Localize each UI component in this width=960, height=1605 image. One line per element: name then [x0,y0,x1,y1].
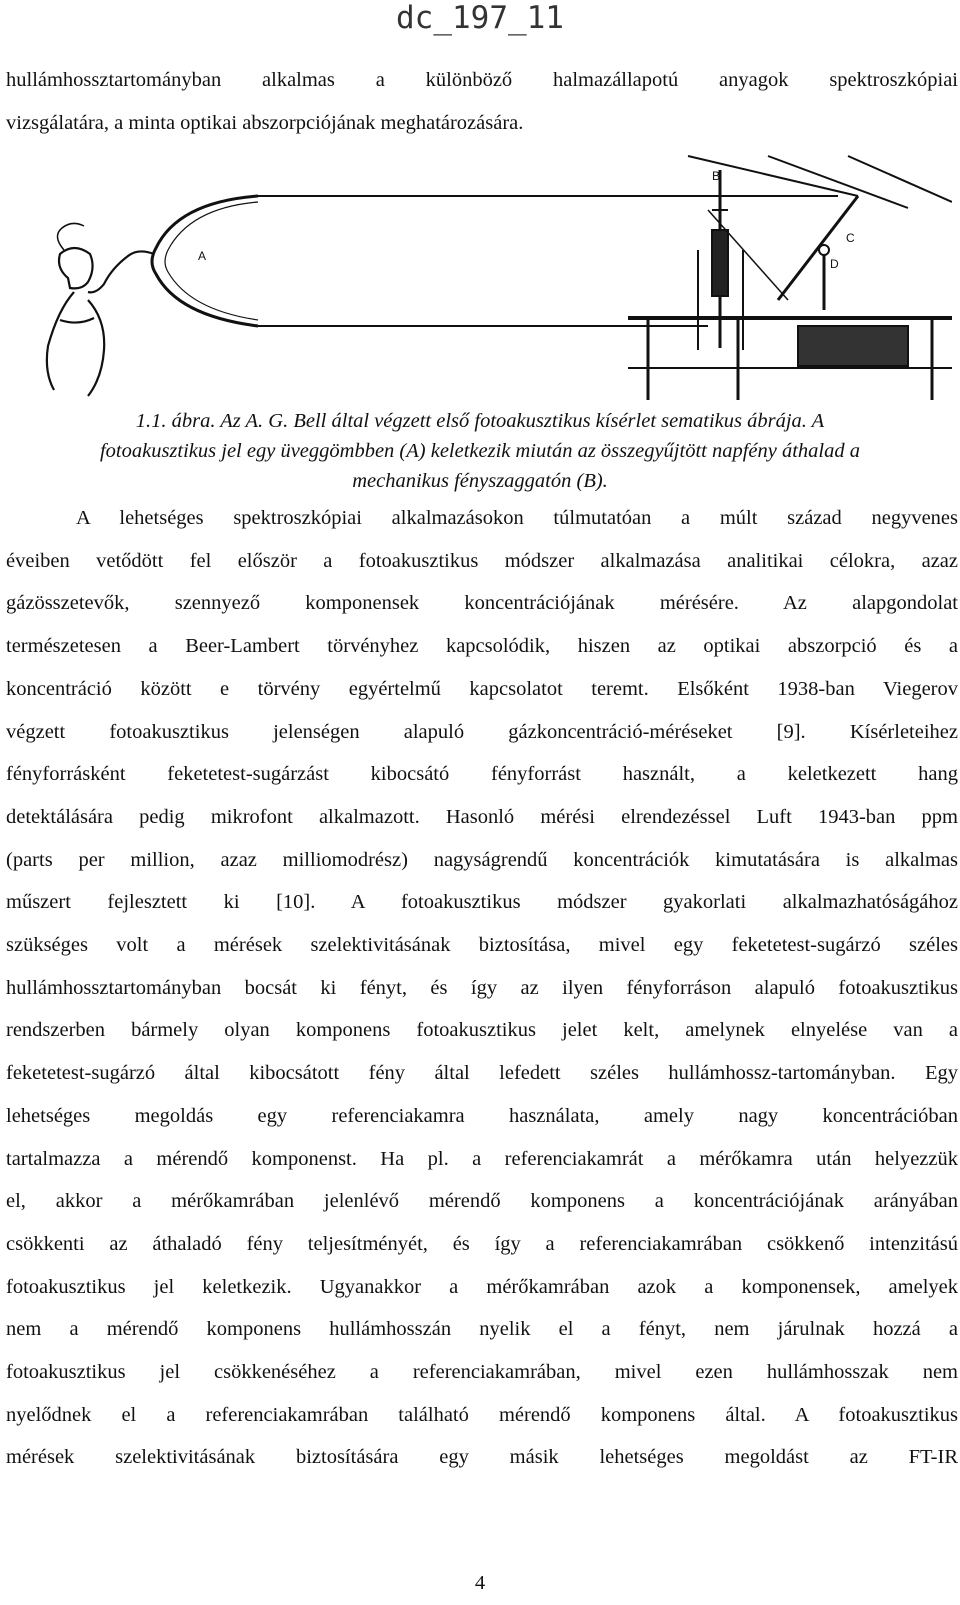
text-line: rendszerben bármely olyan komponens fotoakusztikus jelet kelt, amelynek elnyelése van a [6,1019,958,1042]
label-c: C [846,231,855,245]
text-line: csökkenti az áthaladó fény teljesítményét, és így a referenciakamrában csökkenő intenzitású [6,1232,958,1255]
text-line: el, akkor a mérőkamrában jelenlévő mérendő komponens a koncentrációjának arányában [6,1190,958,1213]
hearing-tube [88,251,154,292]
caption-line: mechanikus fényszaggatón (B). [352,470,608,492]
text-line: végzett fotoakusztikus jelenségen alapuló gázkoncentráció-méréseket [9]. Kísérleteihez [6,720,958,743]
text-line: nem a mérendő komponens hullámhosszán nyelik el a fényt, nem járulnak hozzá a [6,1318,958,1341]
mirror-ray-2 [768,156,908,208]
text-line: vizsgálatára, a minta optikai abszorpciójának meghatározására. [6,112,524,134]
intro-paragraph [6,59,958,145]
mirror-ray-3 [848,156,952,202]
page-number: 4 [474,1572,486,1594]
text-line: szükséges volt a mérések szelektivitásának biztosítása, mivel egy feketetest-sugárzó széles [6,934,958,957]
text-line: fotoakusztikus jel csökkenéséhez a referenciakamrában, mivel ezen hullámhosszak nem [6,1361,958,1384]
battery-box [798,326,908,366]
text-line: lehetséges megoldás egy referenciakamra használata, amely nagy koncentrációban [6,1104,958,1127]
text-line: tartalmazza a mérendő komponenst. Ha pl. a referenciakamrát a mérőkamra után helyezzük [6,1147,958,1170]
caption-line: fotoakusztikus jel egy üveggömbben (A) keletkezik miután az összegyűjtött napfény áthalad a [99,440,861,462]
bell-photophone-figure [8,150,952,400]
text-line: nyelődnek el a referenciakamrában található mérendő komponens által. A fotoakusztikus [6,1403,958,1426]
text-line: A lehetséges spektroszkópiai alkalmazásokon túlmutatóan a múlt század negyvenes [76,507,958,529]
text-line: hullámhossztartományban bocsát ki fényt, és így az ilyen fényforráson alapuló fotoakusztikus [6,976,958,999]
text-line: természetesen a Beer-Lambert törvényhez kapcsolódik, hiszen az optikai abszorpció és a [6,635,958,658]
lens-circle [819,245,829,255]
text-line: feketetest-sugárzó által kibocsátott fény által lefedett széles hullámhossz-tartományban. Egy [6,1062,958,1085]
text-line: fényforrásként feketetest-sugárzást kibocsátó fényforrást használt, a keletkezett hang [6,763,958,786]
label-a: A [198,249,207,263]
label-b: B [712,169,721,183]
text-line: éveiben vetődött fel először a fotoakusztikus módszer alkalmazása analitikai célokra, azaz [6,549,958,572]
chopper-disc [712,230,728,296]
text-line: gázösszetevők, szennyező komponensek koncentrációjának mérésére. Az alapgondolat [6,592,958,615]
caption-line: 1.1. ábra. Az A. G. Bell által végzett első fotoakusztikus kísérlet sematikus ábrája. A [135,410,825,432]
listener-figure [47,248,104,396]
text-line: fotoakusztikus jel keletkezik. Ugyanakkor a mérőkamrában azok a komponensek, amelyek [6,1275,958,1298]
text-line: mérések szelektivitásának biztosítására egy másik lehetséges megoldást az FT-IR [6,1446,958,1469]
text-line: detektálására pedig mikrofont alkalmazott. Hasonló mérési elrendezéssel Luft 1943-ban ppm [6,805,958,828]
text-line: koncentráció között e törvény egyértelmű kapcsolatot teremt. Elsőként 1938-ban Viegerov [6,677,958,700]
text-line: műszert fejlesztett ki [10]. A fotoakusztikus módszer gyakorlati alkalmazhatóságához [6,891,958,914]
document-id-header: dc_197_11 [396,0,564,36]
text-line: hullámhossztartományban alkalmas a különböző halmazállapotú anyagok spektroszkópiai [6,69,958,91]
body-paragraph [6,497,958,1479]
figure-caption [0,406,960,496]
text-line: (parts per million, azaz milliomodrész) nagyságrendű koncentrációk kimutatására is alkalmas [6,848,958,871]
listener-hair [57,223,84,250]
label-d: D [830,257,839,271]
mirror-line [778,196,858,300]
